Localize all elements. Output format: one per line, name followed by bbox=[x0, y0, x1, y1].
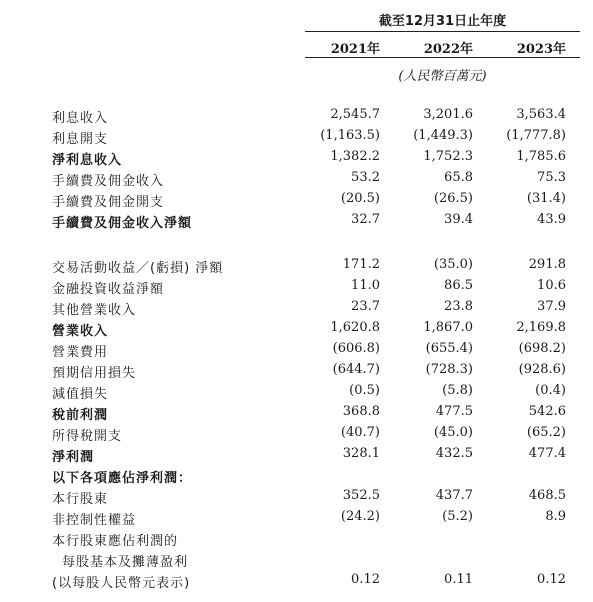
row-value-2023: (0.4) bbox=[535, 383, 566, 398]
row-label: 金融投資收益淨額 bbox=[52, 282, 165, 297]
year-header-2022: 2022年 bbox=[423, 42, 473, 57]
row-value-2022: 3,201.6 bbox=[423, 107, 473, 122]
row-value-2023: 37.9 bbox=[537, 299, 566, 314]
row-value-2022: (35.0) bbox=[433, 257, 473, 272]
row-value-2023: 477.4 bbox=[528, 446, 566, 461]
row-value-2021: (606.8) bbox=[332, 341, 380, 356]
year-header-2023: 2023年 bbox=[516, 42, 566, 57]
row-label: 減值損失 bbox=[52, 387, 109, 402]
row-value-2022: 86.5 bbox=[444, 278, 473, 293]
row-value-2023: 43.9 bbox=[537, 212, 566, 227]
table-row bbox=[0, 278, 593, 299]
row-label: 手續費及佣金收入淨額 bbox=[52, 216, 193, 231]
table-row bbox=[0, 362, 593, 383]
row-value-2023: 0.12 bbox=[537, 572, 566, 587]
row-label: 手續費及佣金開支 bbox=[52, 195, 165, 210]
row-label: 營業費用 bbox=[52, 345, 109, 360]
row-value-2023: (928.6) bbox=[518, 362, 566, 377]
row-value-2023: (698.2) bbox=[518, 341, 566, 356]
row-value-2023: (1,777.8) bbox=[506, 128, 566, 143]
header-rule-bottom bbox=[305, 57, 580, 58]
row-label: 預期信用損失 bbox=[52, 366, 137, 381]
row-value-2021: (1,163.5) bbox=[320, 128, 380, 143]
row-label: (以每股人民幣元表示) bbox=[52, 576, 191, 591]
row-value-2021: 2,545.7 bbox=[330, 107, 380, 122]
row-value-2021: 11.0 bbox=[351, 278, 380, 293]
row-value-2021: (644.7) bbox=[332, 362, 380, 377]
row-value-2021: 32.7 bbox=[351, 212, 380, 227]
row-value-2022: 23.8 bbox=[444, 299, 473, 314]
table-row bbox=[0, 404, 593, 425]
table-row bbox=[0, 341, 593, 362]
row-value-2022: (1,449.3) bbox=[413, 128, 473, 143]
row-value-2023: 3,563.4 bbox=[516, 107, 566, 122]
table-row bbox=[0, 107, 593, 128]
row-value-2021: 23.7 bbox=[351, 299, 380, 314]
row-label: 利息開支 bbox=[52, 132, 109, 147]
row-value-2021: 1,382.2 bbox=[330, 149, 380, 164]
row-value-2022: (728.3) bbox=[425, 362, 473, 377]
row-value-2021: 0.12 bbox=[351, 572, 380, 587]
row-value-2023: 10.6 bbox=[537, 278, 566, 293]
row-label: 手續費及佣金收入 bbox=[52, 174, 165, 189]
row-label: 本行股東應佔利潤的 bbox=[52, 534, 179, 549]
row-value-2022: 39.4 bbox=[444, 212, 473, 227]
table-row bbox=[0, 530, 593, 551]
row-value-2021: 368.8 bbox=[342, 404, 380, 419]
row-label: 淨利潤 bbox=[52, 450, 95, 465]
period-header: 截至12月31日止年度 bbox=[378, 14, 507, 29]
row-value-2023: 8.9 bbox=[545, 509, 566, 524]
table-row bbox=[0, 191, 593, 212]
table-row bbox=[0, 170, 593, 191]
row-value-2021: (40.7) bbox=[340, 425, 380, 440]
header-rule-top bbox=[305, 31, 580, 32]
row-value-2021: 328.1 bbox=[342, 446, 380, 461]
table-row bbox=[0, 149, 593, 170]
row-label: 本行股東 bbox=[52, 492, 109, 507]
table-row bbox=[0, 299, 593, 320]
row-value-2023: 75.3 bbox=[537, 170, 566, 185]
row-value-2022: (5.2) bbox=[442, 509, 473, 524]
row-value-2022: 0.11 bbox=[444, 572, 473, 587]
table-row bbox=[0, 383, 593, 404]
row-value-2021: 352.5 bbox=[342, 488, 380, 503]
row-value-2022: 437.7 bbox=[435, 488, 473, 503]
row-value-2022: 65.8 bbox=[444, 170, 473, 185]
row-label: 淨利息收入 bbox=[52, 153, 123, 168]
row-value-2023: (31.4) bbox=[526, 191, 566, 206]
unit-label: (人民幣百萬元) bbox=[398, 69, 487, 84]
row-value-2022: 1,867.0 bbox=[423, 320, 473, 335]
row-label: 非控制性權益 bbox=[52, 513, 137, 528]
row-label: 以下各項應佔淨利潤： bbox=[52, 471, 193, 486]
row-value-2021: 171.2 bbox=[342, 257, 380, 272]
row-value-2022: 1,752.3 bbox=[423, 149, 473, 164]
row-value-2021: 53.2 bbox=[351, 170, 380, 185]
row-value-2023: 468.5 bbox=[528, 488, 566, 503]
row-value-2021: (20.5) bbox=[340, 191, 380, 206]
row-label: 其他營業收入 bbox=[52, 303, 137, 318]
table-row bbox=[0, 551, 593, 572]
table-row bbox=[0, 509, 593, 530]
row-value-2023: 1,785.6 bbox=[516, 149, 566, 164]
row-value-2023: 291.8 bbox=[528, 257, 566, 272]
row-label: 每股基本及攤薄盈利 bbox=[62, 555, 189, 570]
table-row bbox=[0, 257, 593, 278]
row-value-2022: (26.5) bbox=[433, 191, 473, 206]
table-row bbox=[0, 467, 593, 488]
row-value-2022: (5.8) bbox=[442, 383, 473, 398]
row-value-2021: 1,620.8 bbox=[330, 320, 380, 335]
row-value-2022: (45.0) bbox=[433, 425, 473, 440]
row-label: 所得稅開支 bbox=[52, 429, 123, 444]
row-value-2023: (65.2) bbox=[526, 425, 566, 440]
year-header-2021: 2021年 bbox=[330, 42, 380, 57]
row-value-2021: (24.2) bbox=[340, 509, 380, 524]
row-label: 稅前利潤 bbox=[52, 408, 109, 423]
row-value-2023: 542.6 bbox=[528, 404, 566, 419]
table-row bbox=[0, 488, 593, 509]
row-value-2021: (0.5) bbox=[349, 383, 380, 398]
row-value-2022: (655.4) bbox=[425, 341, 473, 356]
table-row bbox=[0, 320, 593, 341]
table-row bbox=[0, 572, 593, 593]
row-value-2022: 432.5 bbox=[435, 446, 473, 461]
table-row bbox=[0, 425, 593, 446]
row-label: 交易活動收益／(虧損) 淨額 bbox=[52, 261, 224, 276]
table-row bbox=[0, 128, 593, 149]
table-row bbox=[0, 446, 593, 467]
row-value-2022: 477.5 bbox=[435, 404, 473, 419]
row-label: 利息收入 bbox=[52, 111, 109, 126]
row-value-2023: 2,169.8 bbox=[516, 320, 566, 335]
row-label: 營業收入 bbox=[52, 324, 109, 339]
table-row bbox=[0, 212, 593, 233]
